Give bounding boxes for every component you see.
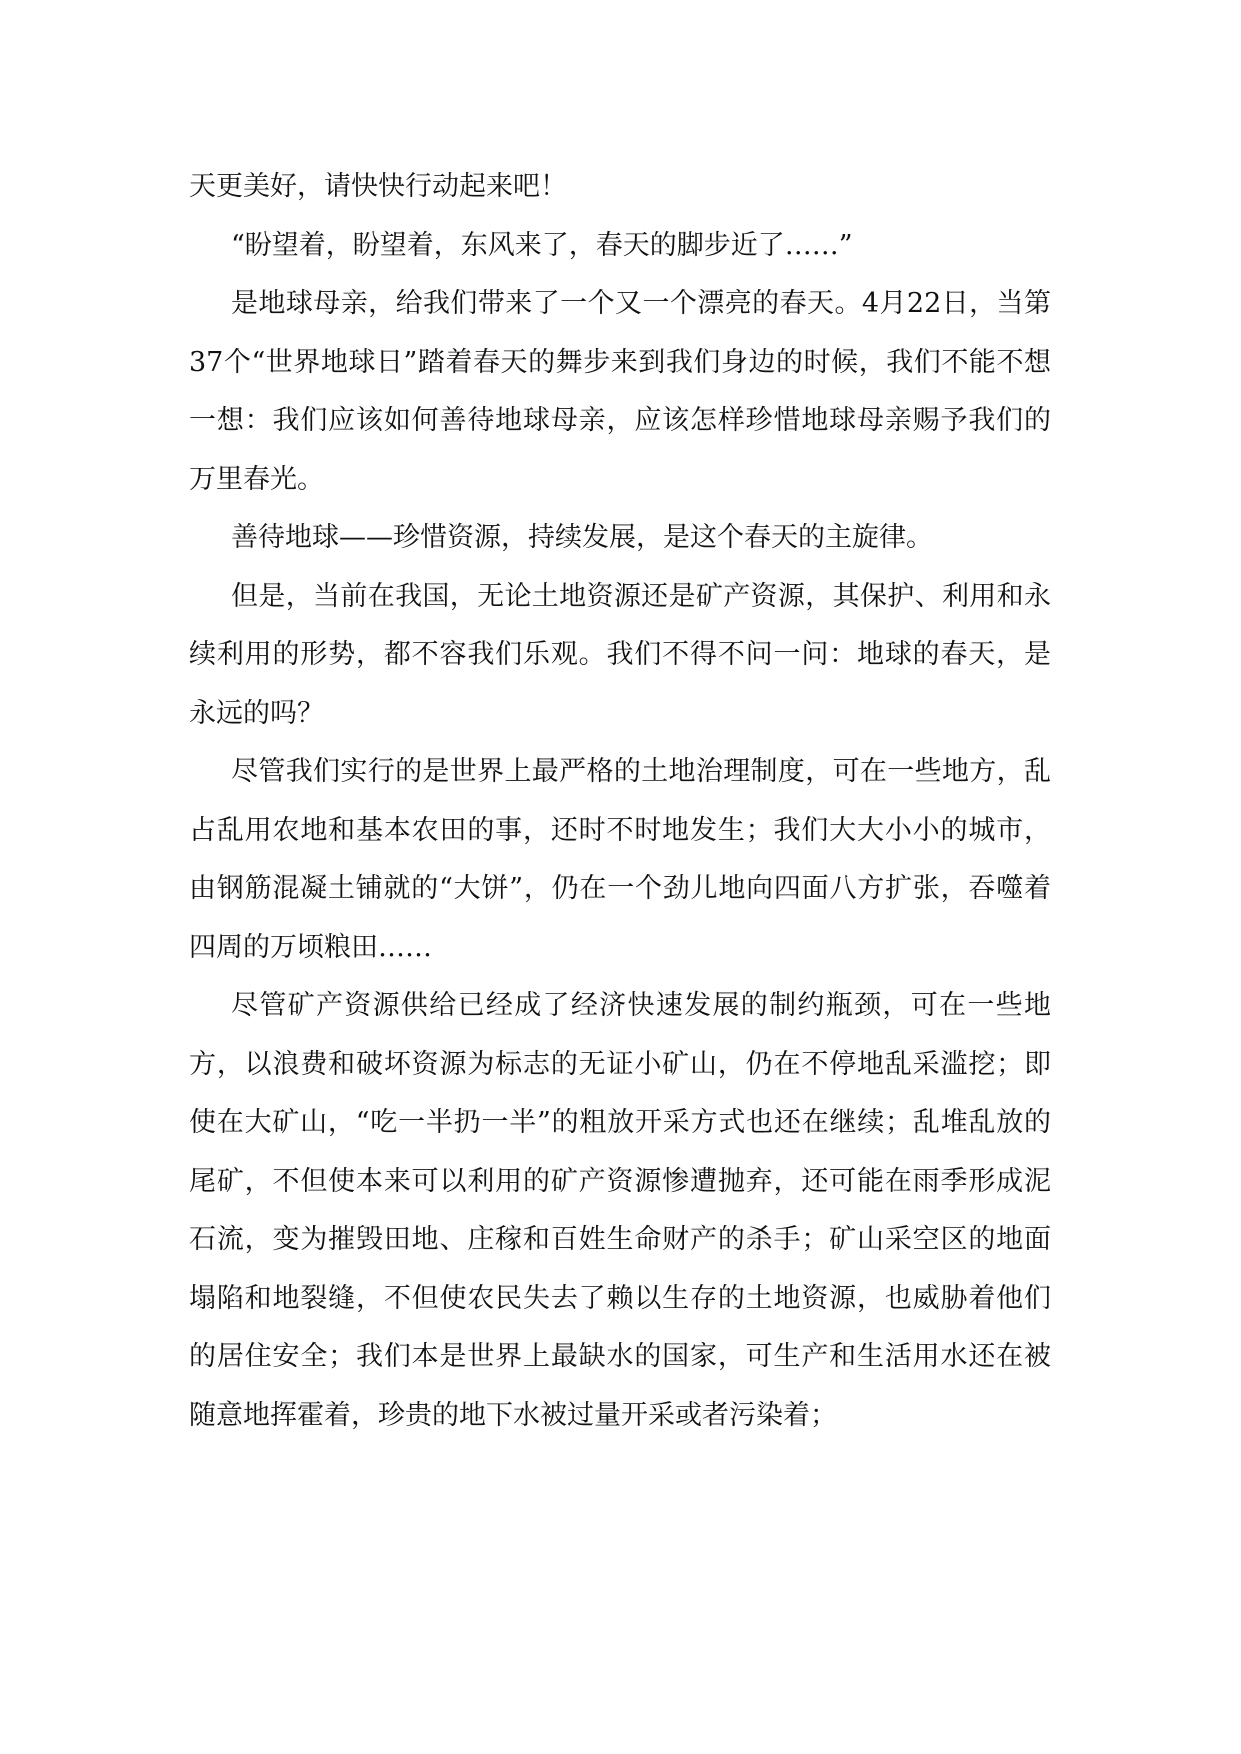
- document-body: [189, 158, 1051, 1445]
- paragraph-1: 天更美好，请快快行动起来吧！: [189, 171, 567, 202]
- paragraph-7: 尽管矿产资源供给已经成了经济快速发展的制约瓶颈，可在一些地方，以浪费和破坏资源为标志的无证小矿山，仍在不停地乱采滥挖；即使在大矿山，“吃一半扔一半”的粗放开采方式也还在继续；乱堆乱放的尾矿，不但使本来可以利用的矿产资源惨遭抛弃，还可能在雨季形成泥石流，变为摧毁田地、庄稼和百姓生命财产的杀手；矿山采空区的地面塌陷和地裂缝，不但使农民失去了赖以生存的土地资源，也威胁着他们的居住安全；我们本是世界上最缺水的国家，可生产和生活用水还在被随意地挥霍着，珍贵的地下水被过量开采或者污染着；: [189, 990, 1051, 1431]
- paragraph-3: 是地球母亲，给我们带来了一个又一个漂亮的春天。4月22日，当第37个“世界地球日”踏着春天的舞步来到我们身边的时候，我们不能不想一想：我们应该如何善待地球母亲，应该怎样珍惜地球母亲赐予我们的万里春光。: [189, 288, 1051, 495]
- paragraph-6: 尽管我们实行的是世界上最严格的土地治理制度，可在一些地方，乱占乱用农地和基本农田的事，还时不时地发生；我们大大小小的城市，由钢筋混凝土铺就的“大饼”，仍在一个劲儿地向四面八方扩张，吞噬着四周的万顷粮田……: [189, 756, 1051, 963]
- paragraph-2: “盼望着，盼望着，东风来了，春天的脚步近了……”: [231, 229, 853, 261]
- paragraph-4: 善待地球——珍惜资源，持续发展，是这个春天的主旋律。: [231, 522, 933, 553]
- paragraph-5: 但是，当前在我国，无论土地资源还是矿产资源，其保护、利用和永续利用的形势，都不容我们乐观。我们不得不问一问：地球的春天，是永远的吗？: [189, 580, 1051, 729]
